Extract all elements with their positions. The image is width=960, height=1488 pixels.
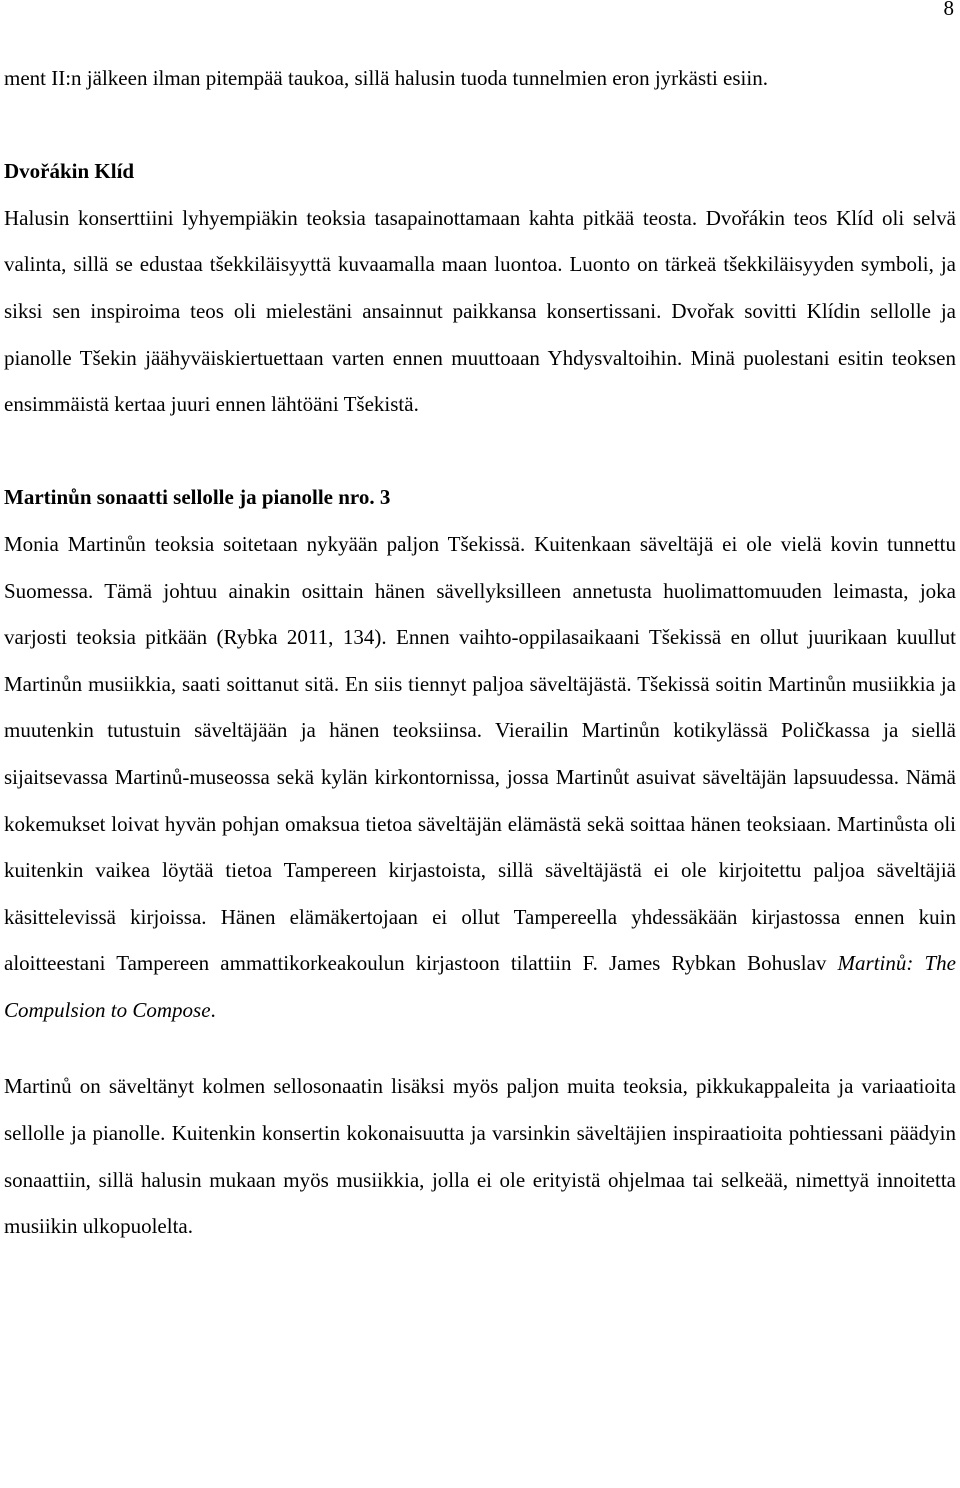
martinu-heading: Martinůn sonaatti sellolle ja pianolle nro. 3 [4, 485, 391, 510]
intro-paragraph: ment II:n jälkeen ilman pitempää taukoa, sillä halusin tuoda tunnelmien eron jyrkästi esiin. [4, 66, 768, 90]
page-number: 8 [943, 0, 954, 20]
book-title: Martinů: The Compulsion to Compose [4, 951, 957, 1022]
martinu-second-paragraph: Martinů on säveltänyt kolmen sellosonaatin lisäksi myös paljon muita teoksia, pikkukappaleita ja variaatioita sellolle ja pianolle. Kuitenkin konsertin kokonaisuutta ja varsinkin säveltäjien inspiraatioita pohtiessani päädyin sonaattiin, sillä halusin mukaan myös musiikkia, jolla ei ole erityistä ohjelmaa tai selkeää, nimettyä innoitetta musiikin ulkopuolelta. [4, 1074, 956, 1239]
martinu-paragraph-text: Monia Martinůn teoksia soitetaan nykyään paljon Tšekissä. Kuitenkaan säveltäjä ei ole vielä kovin tunnettu Suomessa. Tämä johtuu ainakin osittain hänen sävellyksilleen annetusta huolimattomuuden leimasta, joka varjosti teoksia pitkään (Rybka 2011, 134). Ennen vaihto-oppilasaikaani Tšekissä en ollut juurikaan kuullut Martinůn musiikkia, saati soittanut sitä. En siis tiennyt paljoa säveltäjästä. Tšekissä soitin Martinůn musiikkia ja muutenkin tutustuin säveltäjään ja hänen teoksiinsa. Vierailin Martinůn kotikylässä Poličkassa ja siellä sijaitsevassa Martinů-museossa sekä kylän kirkontornissa, jossa Martinůt asuivat säveltäjän lapsuudessa. Nämä kokemukset loivat hyvän pohjan omaksua tietoa säveltäjän elämästä sekä soittaa hänen teoksiaan. Martinůsta oli kuitenkin vaikea löytää tietoa Tampereen kirjastoista, sillä säveltäjästä ei ole kirjoitettu paljoa säveltäjiä käsittelevissä kirjoissa. Hänen elämäkertojaan ei ollut Tampereella yhdessäkään kirjastossa ennen kuin aloitteestani Tampereen ammattikorkeakoulun kirjastoon tilattiin F. James Rybkan Bohuslav [4, 531, 956, 976]
document-body [4, 55, 956, 1250]
paragraph-spacer [4, 428, 956, 475]
martinu-paragraph [4, 521, 956, 1034]
paragraph-spacer [4, 1033, 956, 1063]
dvorak-paragraph: Halusin konserttiini lyhyempiäkin teoksia tasapainottamaan kahta pitkää teosta. Dvořákin teos Klíd oli selvä valinta, sillä se edustaa tšekkiläisyyttä kuvaamalla maan luontoa. Luonto on tärkeä tšekkiläisyyden symboli, ja siksi sen inspiroima teos oli mielestäni ansainnut paikkansa konsertissani. Dvořak sovitti Klídin sellolle ja pianolle Tšekin jäähyväiskiertuettaan varten ennen muuttoaan Yhdysvaltoihin. Minä puolestani esitin teoksen ensimmäistä kertaa juuri ennen lähtöäni Tšekistä. [4, 205, 956, 417]
paragraph-spacer [4, 102, 956, 149]
martinu-paragraph-end: . [210, 997, 216, 1022]
dvorak-heading: Dvořákin Klíd [4, 159, 135, 184]
